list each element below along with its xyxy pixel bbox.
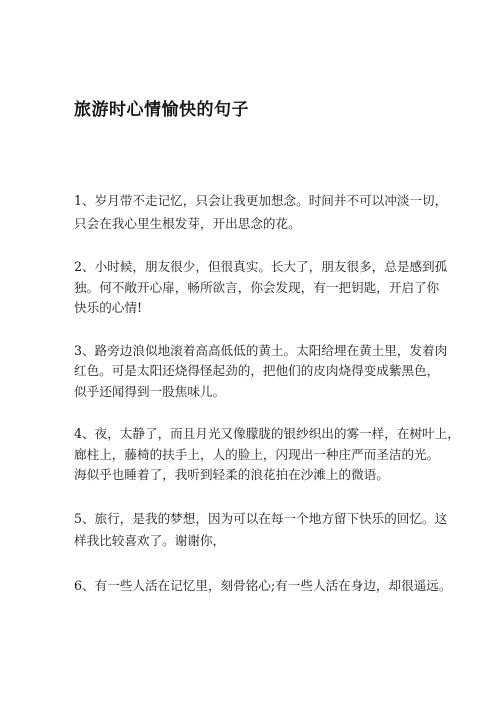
sentence-line: 4、夜，太静了，而且月光又像朦胧的银纱织出的雾一样，在树叶上， (74, 426, 460, 441)
sentence-line: 5、旅行，是我的梦想，因为可以在每一个地方留下快乐的回忆。这 (74, 510, 448, 526)
sentence-line: 廊柱上，藤椅的扶手上，人的脸上，闪现出一种庄严而圣洁的光。 (74, 446, 440, 462)
sentence-line: 3、路旁边浪似地滚着高高低低的黄土。太阳给埋在黄土里，发着肉 (74, 342, 448, 358)
sentence-item-4 (74, 424, 460, 486)
sentence-line: 似乎还闻得到一股焦味儿。 (74, 383, 226, 399)
sentence-line: 样我比较喜欢了。谢谢你， (74, 533, 226, 548)
sentence-list (74, 190, 460, 619)
sentence-line: 海似乎也睡着了，我听到轻柔的浪花拍在沙滩上的微语。 (74, 467, 389, 482)
sentence-line: 2、小时候，朋友很少，但很真实。长大了，朋友很多，总是感到孤 (74, 259, 448, 274)
sentence-item-5 (74, 508, 448, 553)
document-title: 旅游时心情愉快的句子 (74, 100, 249, 120)
sentence-line: 红色。可是太阳还烧得怪起劲的，把他们的皮肉烧得变成紫黑色， (74, 363, 440, 378)
sentence-line: 6、有一些人活在记忆里，刻骨铭心;有一些人活在身边，却很遥远。 (74, 577, 452, 593)
sentence-line: 独。何不敞开心扉，畅所欲言，你会发现，有一把钥匙，开启了你 (74, 279, 440, 295)
sentence-item-6 (74, 575, 452, 598)
sentence-item-2 (74, 257, 448, 319)
sentence-line: 只会在我心里生根发芽，开出思念的花。 (74, 215, 301, 231)
sentence-line: 快乐的心情! (74, 300, 143, 315)
sentence-item-3 (74, 341, 448, 403)
sentence-item-1 (74, 190, 448, 235)
sentence-line: 1、岁月带不走记忆，只会让我更加想念。时间并不可以冲淡一切， (74, 193, 448, 208)
